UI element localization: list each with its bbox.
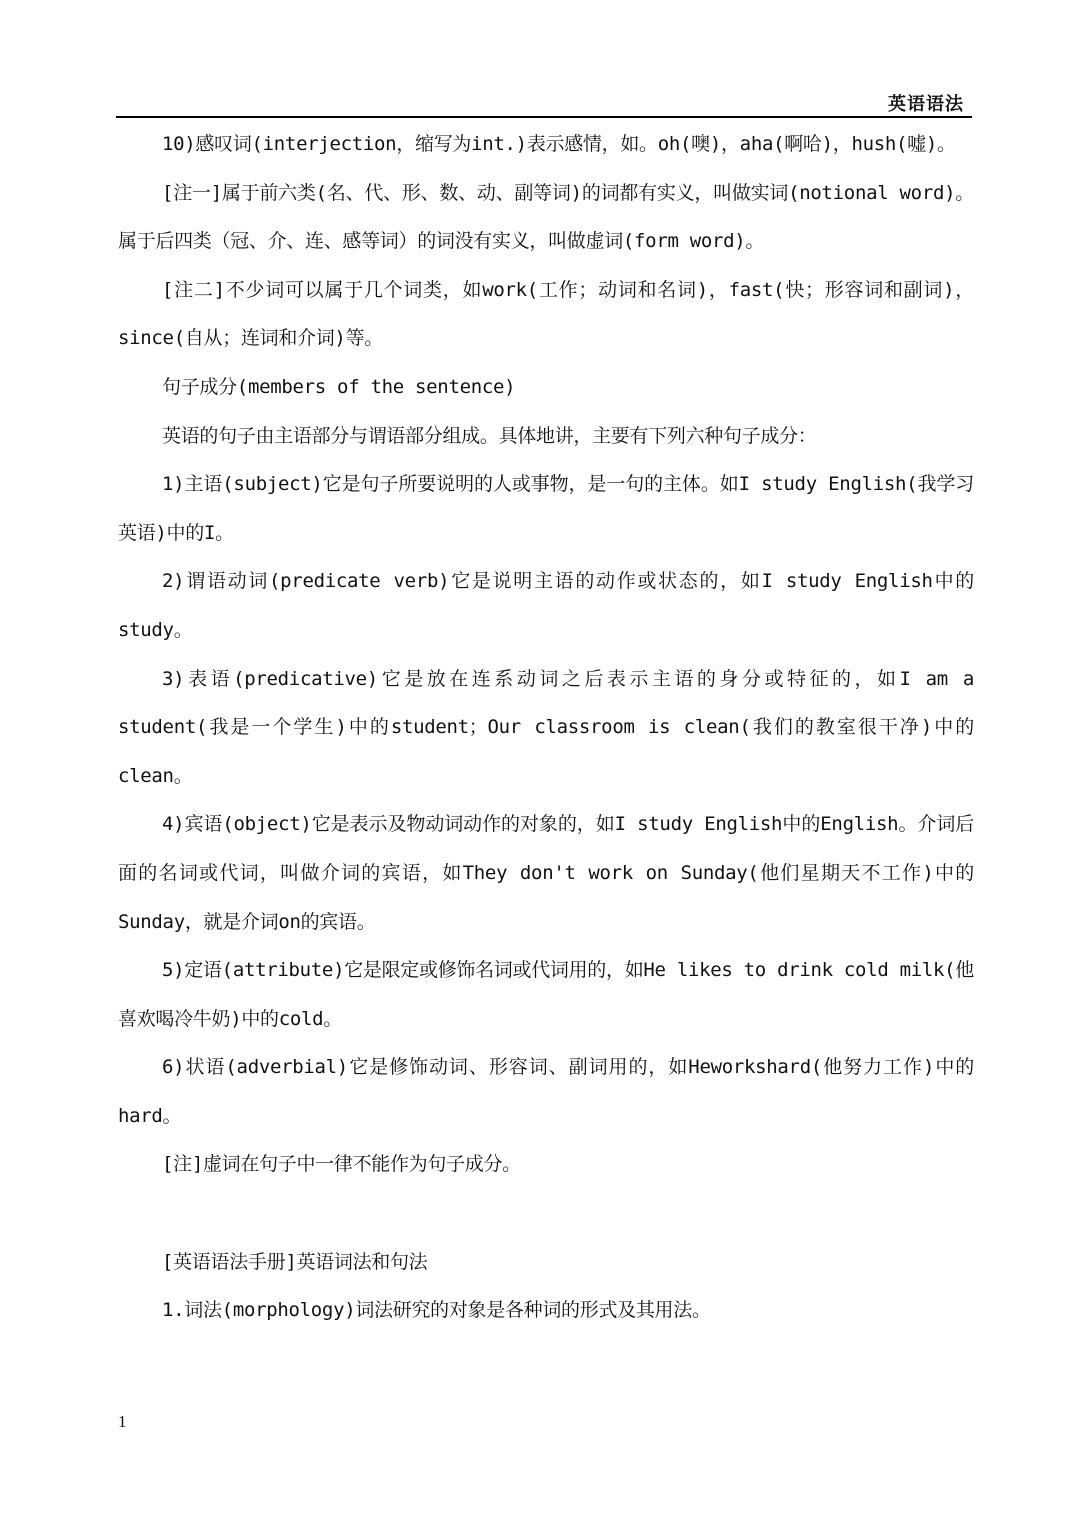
paragraph-attribute: 5)定语(attribute)它是限定或修饰名词或代词用的，如He likes to drink cold milk(他喜欢喝冷牛奶)中的cold。 [118, 959, 974, 1030]
paragraph-morphology: 1.词法(morphology)词法研究的对象是各种词的形式及其用法。 [162, 1299, 711, 1322]
paragraph-note-one: [注一]属于前六类(名、代、形、数、动、副等词)的词都有实义，叫做实词(notional word)。属于后四类（冠、介、连、感等词）的词没有实义，叫做虚词(form word)。 [118, 181, 974, 253]
page-header [116, 88, 972, 118]
paragraph-note-function-words: [注]虚词在句子中一律不能作为句子成分。 [162, 1153, 521, 1176]
paragraph-object: 4)宾语(object)它是表示及物动词动作的对象的，如I study English中的English。介词后面的名词或代词，叫做介词的宾语，如They don't work on Sunday(他们星期天不工作)中的Sunday，就是介词on的宾语。 [118, 813, 974, 933]
paragraph-note-two: [注二]不少词可以属于几个词类，如work(工作；动词和名词)，fast(快；形容词和副词)，since(自从；连词和介词)等。 [118, 278, 974, 350]
page-number: 1 [118, 1412, 127, 1431]
paragraph-sentence-members-title: 句子成分(members of the sentence) [162, 375, 516, 398]
paragraph-spacer [118, 1189, 974, 1238]
paragraph-adverbial: 6)状语(adverbial)它是修饰动词、形容词、副词用的，如Heworkshard(他努力工作)中的hard。 [118, 1056, 974, 1127]
document-body [118, 120, 974, 1335]
paragraph-predicative: 3)表语(predicative)它是放在连系动词之后表示主语的身分或特征的，如I am a student(我是一个学生)中的student；Our classroom is clean(我们的教室很干净)中的clean。 [118, 667, 974, 787]
paragraph-predicate-verb: 2)谓语动词(predicate verb)它是说明主语的动作或状态的，如I study English中的study。 [118, 570, 974, 641]
paragraph-subject: 1)主语(subject)它是句子所要说明的人或事物，是一句的主体。如I study English(我学习英语)中的I。 [118, 473, 974, 544]
header-title: 英语语法 [888, 94, 964, 115]
paragraph-sentence-intro: 英语的句子由主语部分与谓语部分组成。具体地讲，主要有下列六种句子成分： [162, 424, 817, 447]
paragraph-interjection: 10)感叹词(interjection，缩写为int.)表示感情，如。oh(噢)，aha(啊哈)，hush(嘘)。 [162, 133, 956, 155]
section-heading: [英语语法手册]英语词法和句法 [162, 1250, 428, 1273]
